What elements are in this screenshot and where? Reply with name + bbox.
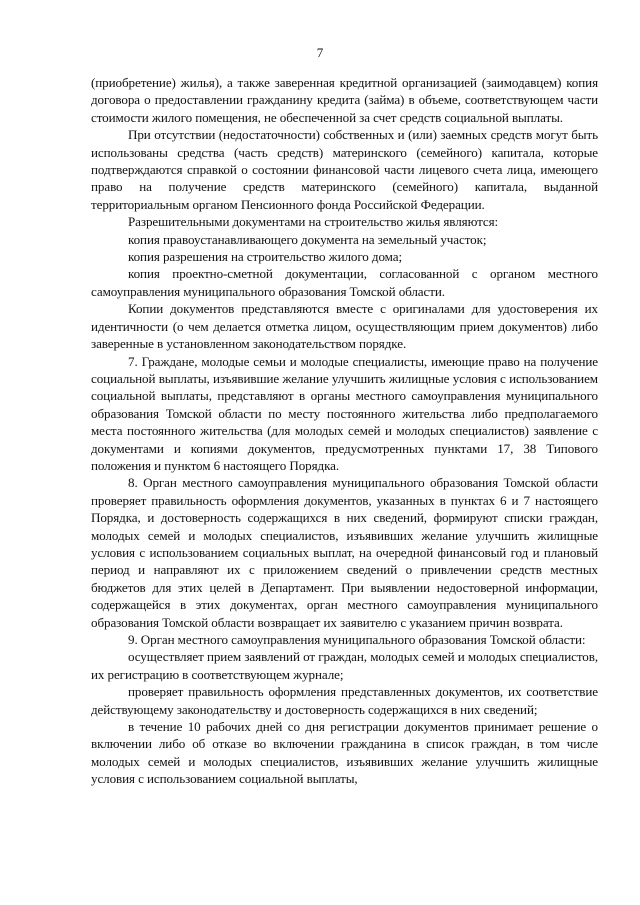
paragraph: 7. Граждане, молодые семьи и молодые специалисты, имеющие право на получение социальной выплаты, изъявившие желание улучшить жилищные условия с использованием социальной выплаты, представляют в органы местного самоуправления муниципального образования Томской области по месту постоянного жительства либо предполагаемого места постоянного жительства (для молодых семей и молодых специалистов) заявление с документами и копиями документов, предусмотренных пунктами 17, 38 Типового положения и пунктом 6 настоящего Порядка.: [91, 353, 598, 473]
page-number: 7: [316, 45, 324, 60]
paragraph: копия правоустанавливающего документа на земельный участок;: [128, 231, 487, 247]
paragraph: 9. Орган местного самоуправления муниципального образования Томской области:: [128, 632, 586, 647]
paragraph: в течение 10 рабочих дней со дня регистрации документов принимает решение о включении либо об отказе во включении гражданина в список граждан, в том числе молодых семей и молодых специалистов, изъявивших желание улучшить жилищные условия с использованием социальной выплаты,: [91, 719, 598, 787]
paragraph: проверяет правильность оформления представленных документов, их соответствие действующему законодательству и достоверность содержащихся в них сведений;: [91, 684, 598, 717]
paragraph: Копии документов представляются вместе с оригиналами для удостоверения их идентичности (о чем делается отметка лицом, осуществляющим прием документов) либо заверенные в установленном законодательством порядке.: [91, 301, 598, 352]
paragraph: осуществляет прием заявлений от граждан, молодых семей и молодых специалистов, их регистрацию в соответствующем журнале;: [91, 649, 598, 682]
paragraph: 8. Орган местного самоуправления муниципального образования Томской области проверяет правильность оформления документов, указанных в пунктах 6 и 7 настоящего Порядка, и достоверность содержащихся в них сведений, формируют списки граждан, молодых семей и молодых специалистов, изъявивших желание улучшить жилищные условия с использованием социальных выплат, на очередной финансовый год и плановый период и направляют их с приложением сведений о привлечении средств местных бюджетов для этих целей в Департамент. При выявлении недостоверной информации, содержащейся в этих документах, орган местного самоуправления муниципального образования Томской области возвращает их заявителю с указанием причин возврата.: [91, 475, 598, 630]
paragraph: копия разрешения на строительство жилого дома;: [128, 249, 403, 265]
paragraph: (приобретение) жилья), а также заверенная кредитной организацией (заимодавцем) копия договора о предоставлении гражданину кредита (займа) в объеме, соответствующем части стоимости жилого помещения, не обеспеченной за счет средств социальной выплаты.: [91, 75, 598, 125]
paragraph: При отсутствии (недостаточности) собственных и (или) заемных средств могут быть использованы средства (часть средств) материнского (семейного) капитала, которые подтверждаются справкой о состоянии финансовой части лицевого счета лица, имеющего право на получение средств материнского (семейного) капитала, выданной территориальным органом Пенсионного фонда Российской Федерации.: [91, 127, 598, 212]
paragraph: копия проектно-сметной документации, согласованной с органом местного самоуправления муниципального образования Томской области.: [91, 266, 598, 299]
document-body: [91, 74, 598, 788]
paragraph: Разрешительными документами на строительство жилья являются:: [128, 214, 499, 230]
